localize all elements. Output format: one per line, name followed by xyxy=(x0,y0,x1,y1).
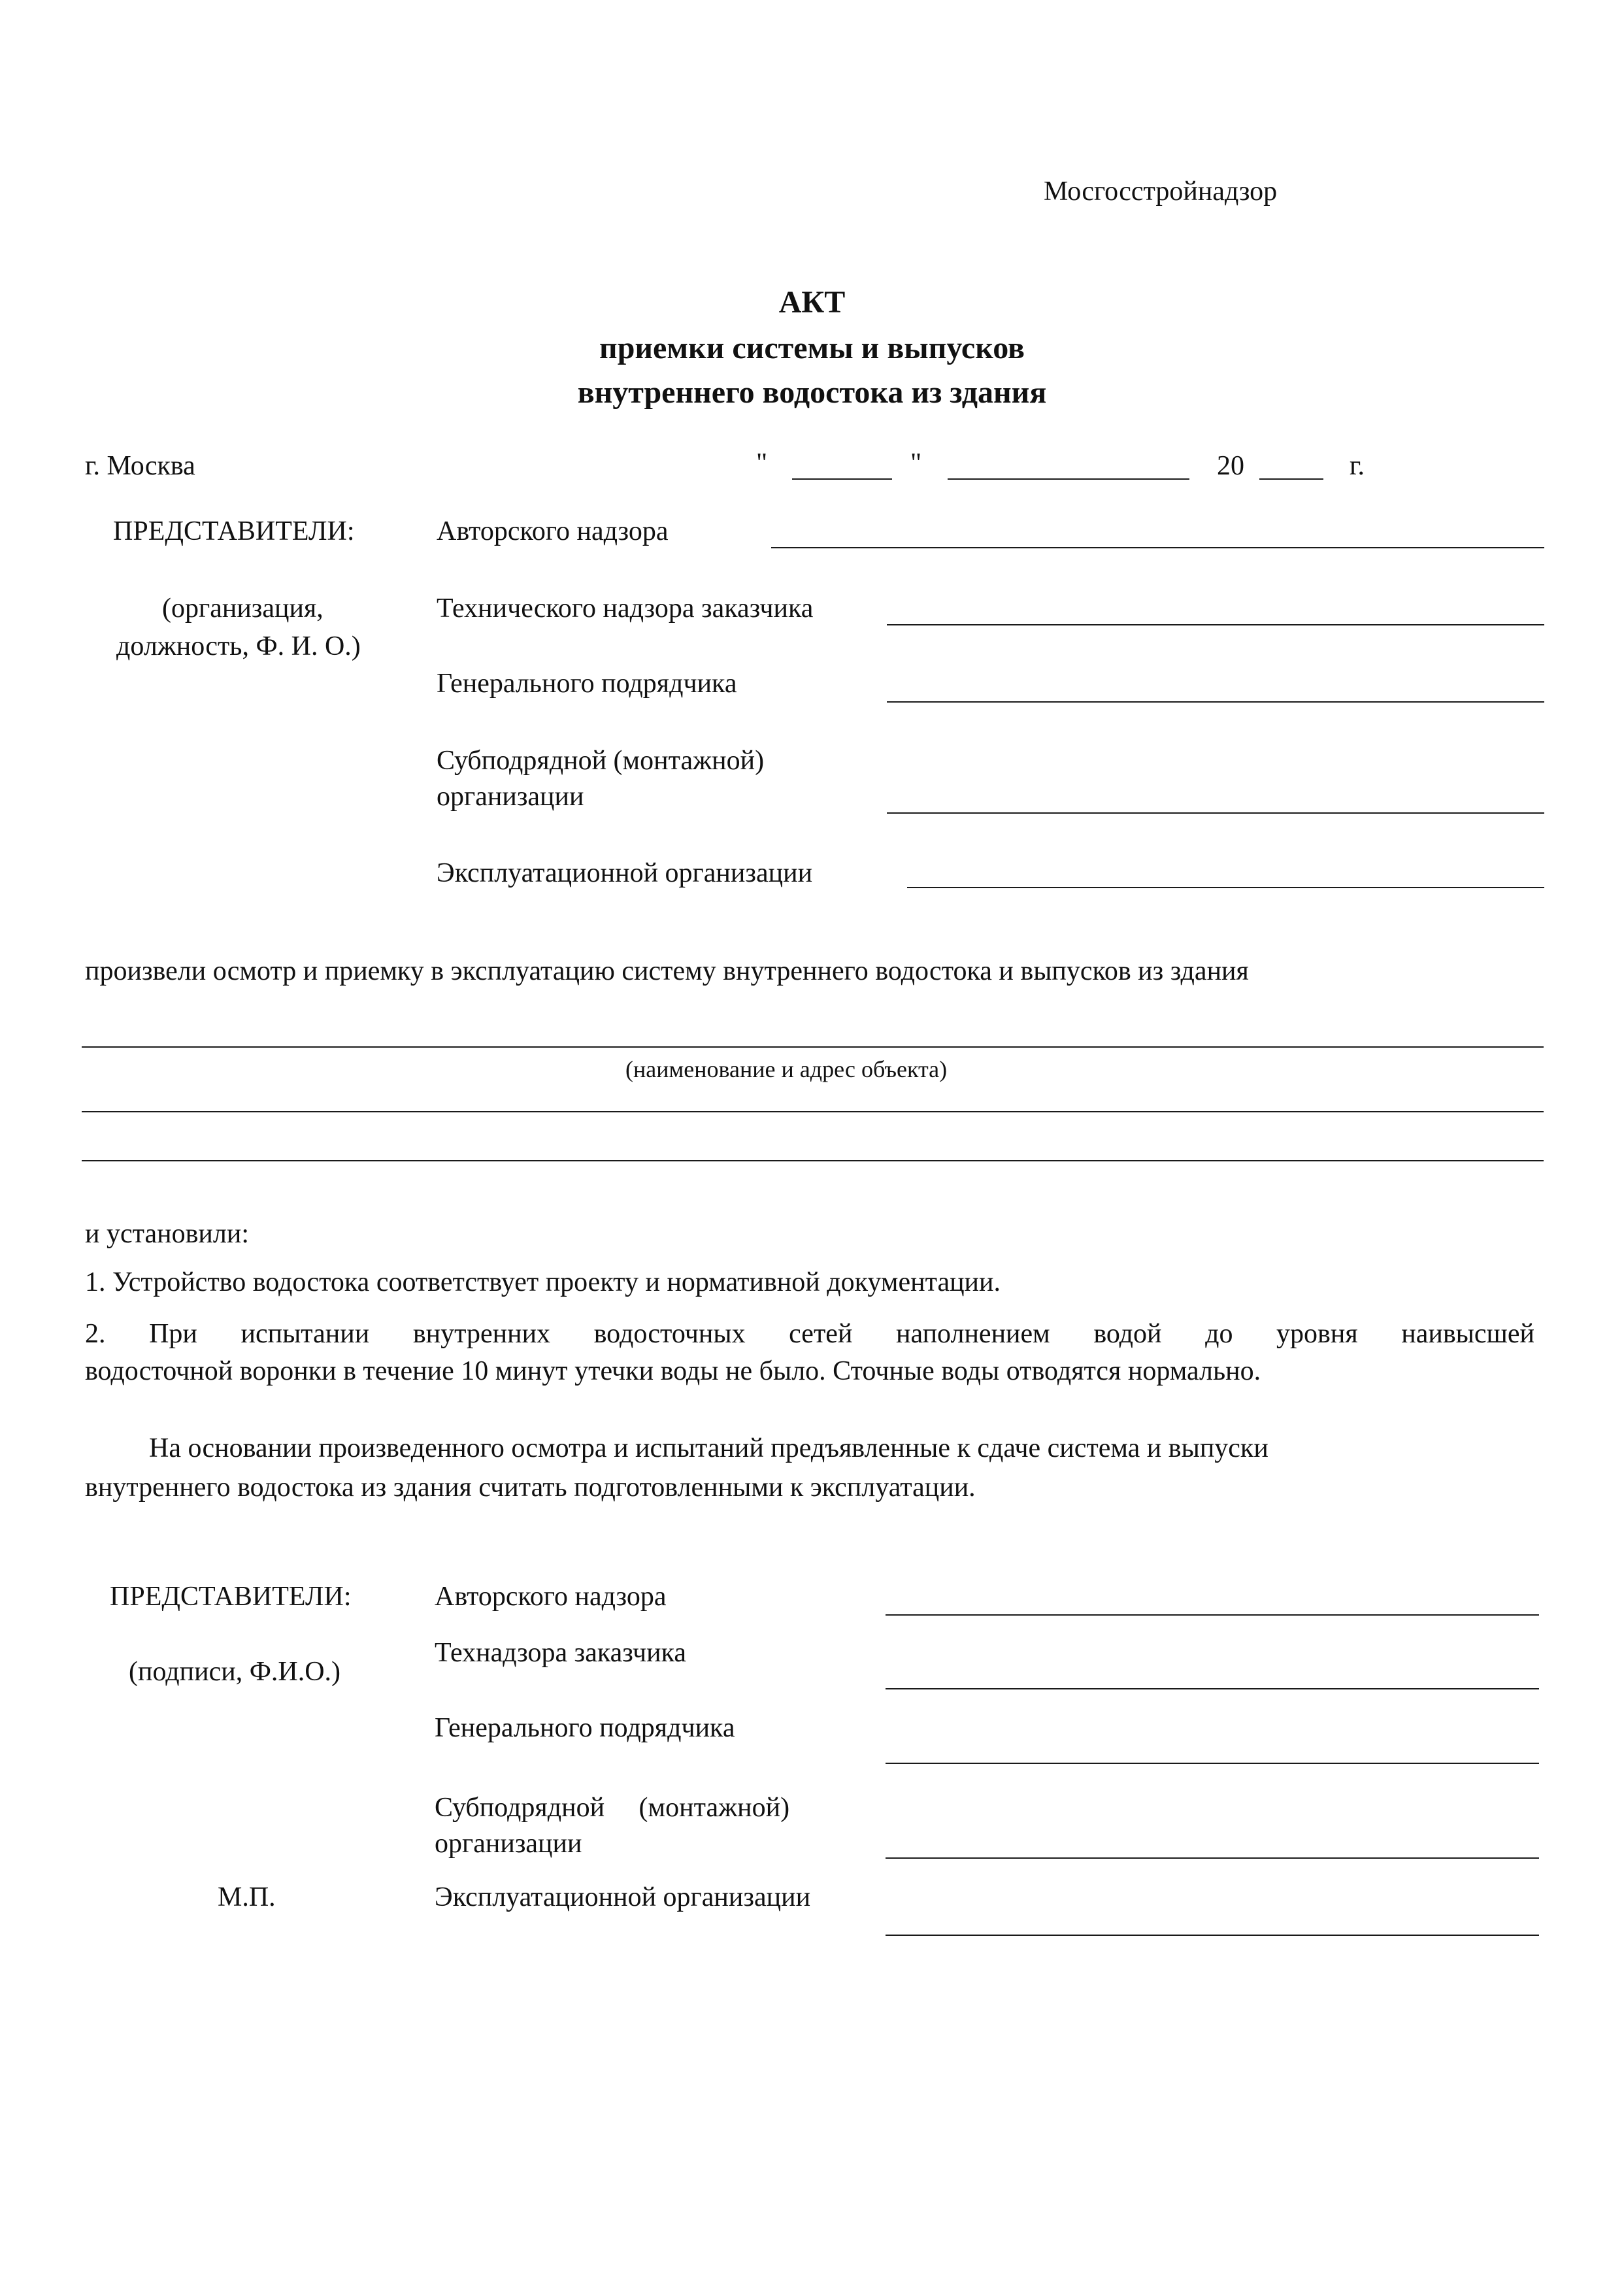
signatures-note: (подписи, Ф.И.О.) xyxy=(129,1657,341,1687)
rep-customer-tech-supervision-label: Технического надзора заказчика xyxy=(437,593,814,623)
object-name-field[interactable] xyxy=(82,1046,1544,1048)
stamp-place: М.П. xyxy=(218,1882,276,1912)
sig-customer-supervision-field[interactable] xyxy=(886,1688,1539,1689)
rep-subcontractor-field[interactable] xyxy=(887,812,1544,814)
day-field[interactable] xyxy=(792,478,892,480)
sig-subcontractor-label-line1: Субподрядной (монтажной) xyxy=(435,1793,790,1823)
sig-general-contractor-label: Генерального подрядчика xyxy=(435,1713,735,1743)
object-address-field-1[interactable] xyxy=(82,1111,1544,1112)
agency-name: Мосгосстройнадзор xyxy=(1044,176,1278,207)
rep-subcontractor-label-line2: организации xyxy=(437,782,584,812)
year-prefix: 20 xyxy=(1217,451,1244,481)
rep-operating-org-label: Эксплуатационной организации xyxy=(437,858,813,888)
representatives-note-line2: должность, Ф. И. О.) xyxy=(116,631,361,661)
sig-subcontractor-field[interactable] xyxy=(886,1857,1539,1859)
representatives-heading: ПРЕДСТАВИТЕЛИ: xyxy=(113,516,355,546)
date-quote-close: " xyxy=(910,448,922,478)
rep-operating-org-field[interactable] xyxy=(907,887,1544,888)
document-title: АКТ xyxy=(778,285,846,320)
sig-subcontractor-label-line2: организации xyxy=(435,1829,582,1859)
finding-2-line2: водосточной воронки в течение 10 минут утечки воды не было. Сточные воды отводятся нормально. xyxy=(85,1356,1261,1386)
rep-subcontractor-label-line1: Субподрядной (монтажной) xyxy=(437,746,765,776)
object-name-caption: (наименование и адрес объекта) xyxy=(625,1056,948,1082)
sig-operating-org-label: Эксплуатационной организации xyxy=(435,1882,811,1912)
date-quote-open: " xyxy=(756,448,768,478)
sig-operating-org-field[interactable] xyxy=(886,1935,1539,1936)
year-suffix: г. xyxy=(1350,451,1365,481)
rep-general-contractor-label: Генерального подрядчика xyxy=(437,669,737,699)
rep-customer-tech-supervision-field[interactable] xyxy=(887,624,1544,625)
object-address-field-2[interactable] xyxy=(82,1160,1544,1161)
rep-general-contractor-field[interactable] xyxy=(887,701,1544,703)
signatures-heading: ПРЕДСТАВИТЕЛИ: xyxy=(110,1582,352,1612)
month-field[interactable] xyxy=(948,478,1189,480)
findings-intro: и установили: xyxy=(85,1219,250,1249)
representatives-note-line1: (организация, xyxy=(162,593,323,623)
inspection-text: произвели осмотр и приемку в эксплуатацию систему внутреннего водостока и выпусков из здания xyxy=(85,956,1249,986)
finding-2-line1: 2. При испытании внутренних водосточных сетей наполнением водой до уровня наивысшей xyxy=(85,1319,1534,1349)
sig-customer-supervision-label: Технадзора заказчика xyxy=(435,1638,687,1668)
sig-general-contractor-field[interactable] xyxy=(886,1763,1539,1764)
sig-author-supervision-field[interactable] xyxy=(886,1614,1539,1616)
conclusion-line1: На основании произведенного осмотра и испытаний предъявленные к сдаче система и выпуски xyxy=(149,1433,1268,1463)
conclusion-line2: внутреннего водостока из здания считать подготовленными к эксплуатации. xyxy=(85,1472,976,1503)
document-subtitle-line2: внутреннего водостока из здания xyxy=(577,375,1047,410)
rep-author-supervision-field[interactable] xyxy=(771,547,1544,548)
finding-1: 1. Устройство водостока соответствует проекту и нормативной документации. xyxy=(85,1267,1001,1297)
city: г. Москва xyxy=(85,451,195,481)
document-subtitle-line1: приемки системы и выпусков xyxy=(599,331,1025,365)
sig-author-supervision-label: Авторского надзора xyxy=(435,1582,667,1612)
year-field[interactable] xyxy=(1259,478,1323,480)
rep-author-supervision-label: Авторского надзора xyxy=(437,516,669,546)
